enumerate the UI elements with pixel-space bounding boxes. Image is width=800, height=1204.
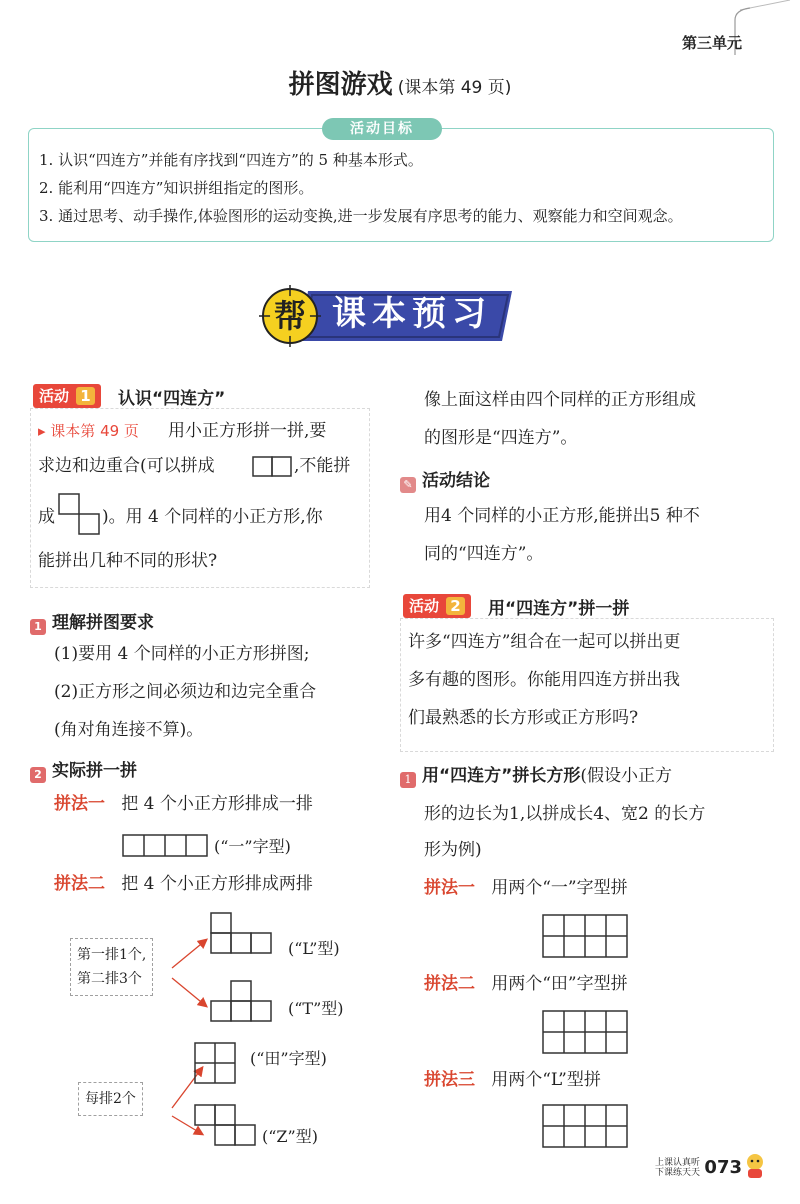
corner-squares-figure: [58, 493, 102, 535]
goal-item: 1. 认识“四连方”并能有序找到“四连方”的 5 种基本形式。: [39, 151, 423, 169]
section2-title-text: 实际拼一拼: [52, 761, 137, 781]
method1-label: 拼法一: [54, 794, 105, 814]
section-bullet-icon: 2: [30, 767, 46, 783]
two-squares-figure: [252, 456, 292, 478]
section3-line: 形为例): [424, 840, 482, 860]
section3-title-text: 用“四连方”拼长方形: [422, 766, 581, 786]
l-tetromino: [210, 912, 274, 956]
goal-item: 2. 能利用“四连方”知识拼组指定的图形。: [39, 179, 314, 197]
intro-line: 的图形是“四连方”。: [424, 428, 578, 448]
activity1-line: 用小正方形拼一拼,要: [168, 421, 327, 441]
conclusion-title-text: 活动结论: [422, 471, 490, 491]
activity2-num: 2: [446, 597, 464, 615]
title-sub: (课本第 49 页): [397, 78, 512, 98]
page-title: [0, 64, 800, 101]
l-shape-label: (“L”型): [288, 939, 340, 958]
section3-title: [400, 762, 672, 790]
rect-method1-text: 用两个“一”字型拼: [491, 878, 628, 898]
conclusion-line: 用4 个同样的小正方形,能拼出5 种不: [424, 506, 700, 526]
section3-line: 形的边长为1,以拼成长4、宽2 的长方: [424, 804, 706, 824]
note1-line: 第一排1个,: [77, 947, 147, 963]
method-row: [54, 870, 313, 898]
activity1-tag-label: 活动: [39, 387, 70, 405]
activity1-ref: ▸ 课本第 49 页: [38, 422, 139, 440]
activity1-line: 成: [38, 507, 55, 527]
mascot-icon: [744, 1152, 766, 1180]
activity2-line: 多有趣的图形。你能用四连方拼出我: [408, 670, 680, 690]
note-box-1: [70, 938, 153, 996]
activity2-tag-label: 活动: [409, 597, 440, 615]
rect-grid-3: [542, 1104, 628, 1148]
activity1-line: ,不能拼: [294, 456, 351, 476]
section1-line: (角对角连接不算)。: [54, 720, 204, 740]
note1-line: 第二排3个: [77, 971, 142, 987]
unit-label: 第三单元: [681, 34, 742, 52]
method2-label: 拼法二: [54, 874, 105, 894]
section2-title: [30, 756, 137, 783]
conclusion-line: 同的“四连方”。: [424, 544, 544, 564]
section1-line: (2)正方形之间必须边和边完全重合: [54, 682, 317, 702]
square-tetromino: [194, 1042, 238, 1086]
footer-slogan-line: 上课认真听: [654, 1158, 700, 1168]
intro-line: 像上面这样由四个同样的正方形组成: [424, 390, 696, 410]
activity-goals-box: [28, 128, 774, 242]
activity2-line: 许多“四连方”组合在一起可以拼出更: [408, 632, 681, 652]
z-tetromino: [194, 1104, 258, 1148]
method-row: [424, 874, 628, 902]
method2-text: 把 4 个小正方形排成两排: [121, 874, 313, 894]
title-main: 拼图游戏: [288, 70, 393, 100]
t-shape-label: (“T”型): [288, 999, 344, 1018]
t-tetromino: [210, 980, 274, 1024]
line-shape-label: (“一”字型): [214, 837, 291, 856]
activity1-line: 求边和边重合(可以拼成: [38, 456, 215, 476]
section1-line: (1)要用 4 个同样的小正方形拼图;: [54, 644, 310, 664]
goal-item: 3. 通过思考、动手操作,体验图形的运动变换,进一步发展有序思考的能力、观察能力和空间观念。: [39, 207, 683, 225]
banner-text: 课本预习: [332, 294, 492, 334]
rect-method2-label: 拼法二: [424, 974, 475, 994]
conclusion-title: [400, 466, 490, 493]
activity2-tag: [403, 594, 471, 618]
section1-title-text: 理解拼图要求: [52, 613, 154, 633]
method-row: [424, 1066, 601, 1094]
activity1-line: )。用 4 个同样的小正方形,你: [102, 507, 323, 527]
square-shape-label: (“田”字型): [250, 1049, 327, 1068]
section-bullet-icon: 1: [30, 619, 46, 635]
activity1-line: 能拼出几种不同的形状?: [38, 551, 218, 571]
method1-text: 把 4 个小正方形排成一排: [121, 794, 313, 814]
page-number: 073: [704, 1157, 742, 1178]
activity1-num: 1: [76, 387, 94, 405]
conclusion-icon: ✎: [400, 477, 416, 493]
activity1-title: 认识“四连方”: [118, 389, 226, 409]
line-tetromino: [122, 834, 208, 858]
activity1-tag: [33, 384, 101, 408]
rect-method3-label: 拼法三: [424, 1070, 475, 1090]
activity2-title: 用“四连方”拼一拼: [488, 599, 630, 619]
method-row: [424, 970, 628, 998]
footer-slogan: [655, 1158, 700, 1178]
method-row: [54, 790, 313, 818]
rect-grid-1: [542, 914, 628, 958]
activity-goals-tag: 活动目标: [322, 118, 442, 140]
section1-title: [30, 608, 154, 635]
rect-method2-text: 用两个“田”字型拼: [491, 974, 628, 994]
note-box-2: 每排2个: [78, 1082, 143, 1116]
section-bullet-icon: 1: [400, 772, 416, 788]
activity2-line: 们最熟悉的长方形或正方形吗?: [408, 708, 639, 728]
rect-method1-label: 拼法一: [424, 878, 475, 898]
footer-slogan-line: 下课练天天: [654, 1168, 700, 1178]
banner-char: 帮: [273, 297, 306, 335]
rect-grid-2: [542, 1010, 628, 1054]
section3-title-rest: (假设小正方: [580, 766, 672, 786]
rect-method3-text: 用两个“L”型拼: [491, 1070, 601, 1090]
z-shape-label: (“Z”型): [262, 1127, 318, 1146]
